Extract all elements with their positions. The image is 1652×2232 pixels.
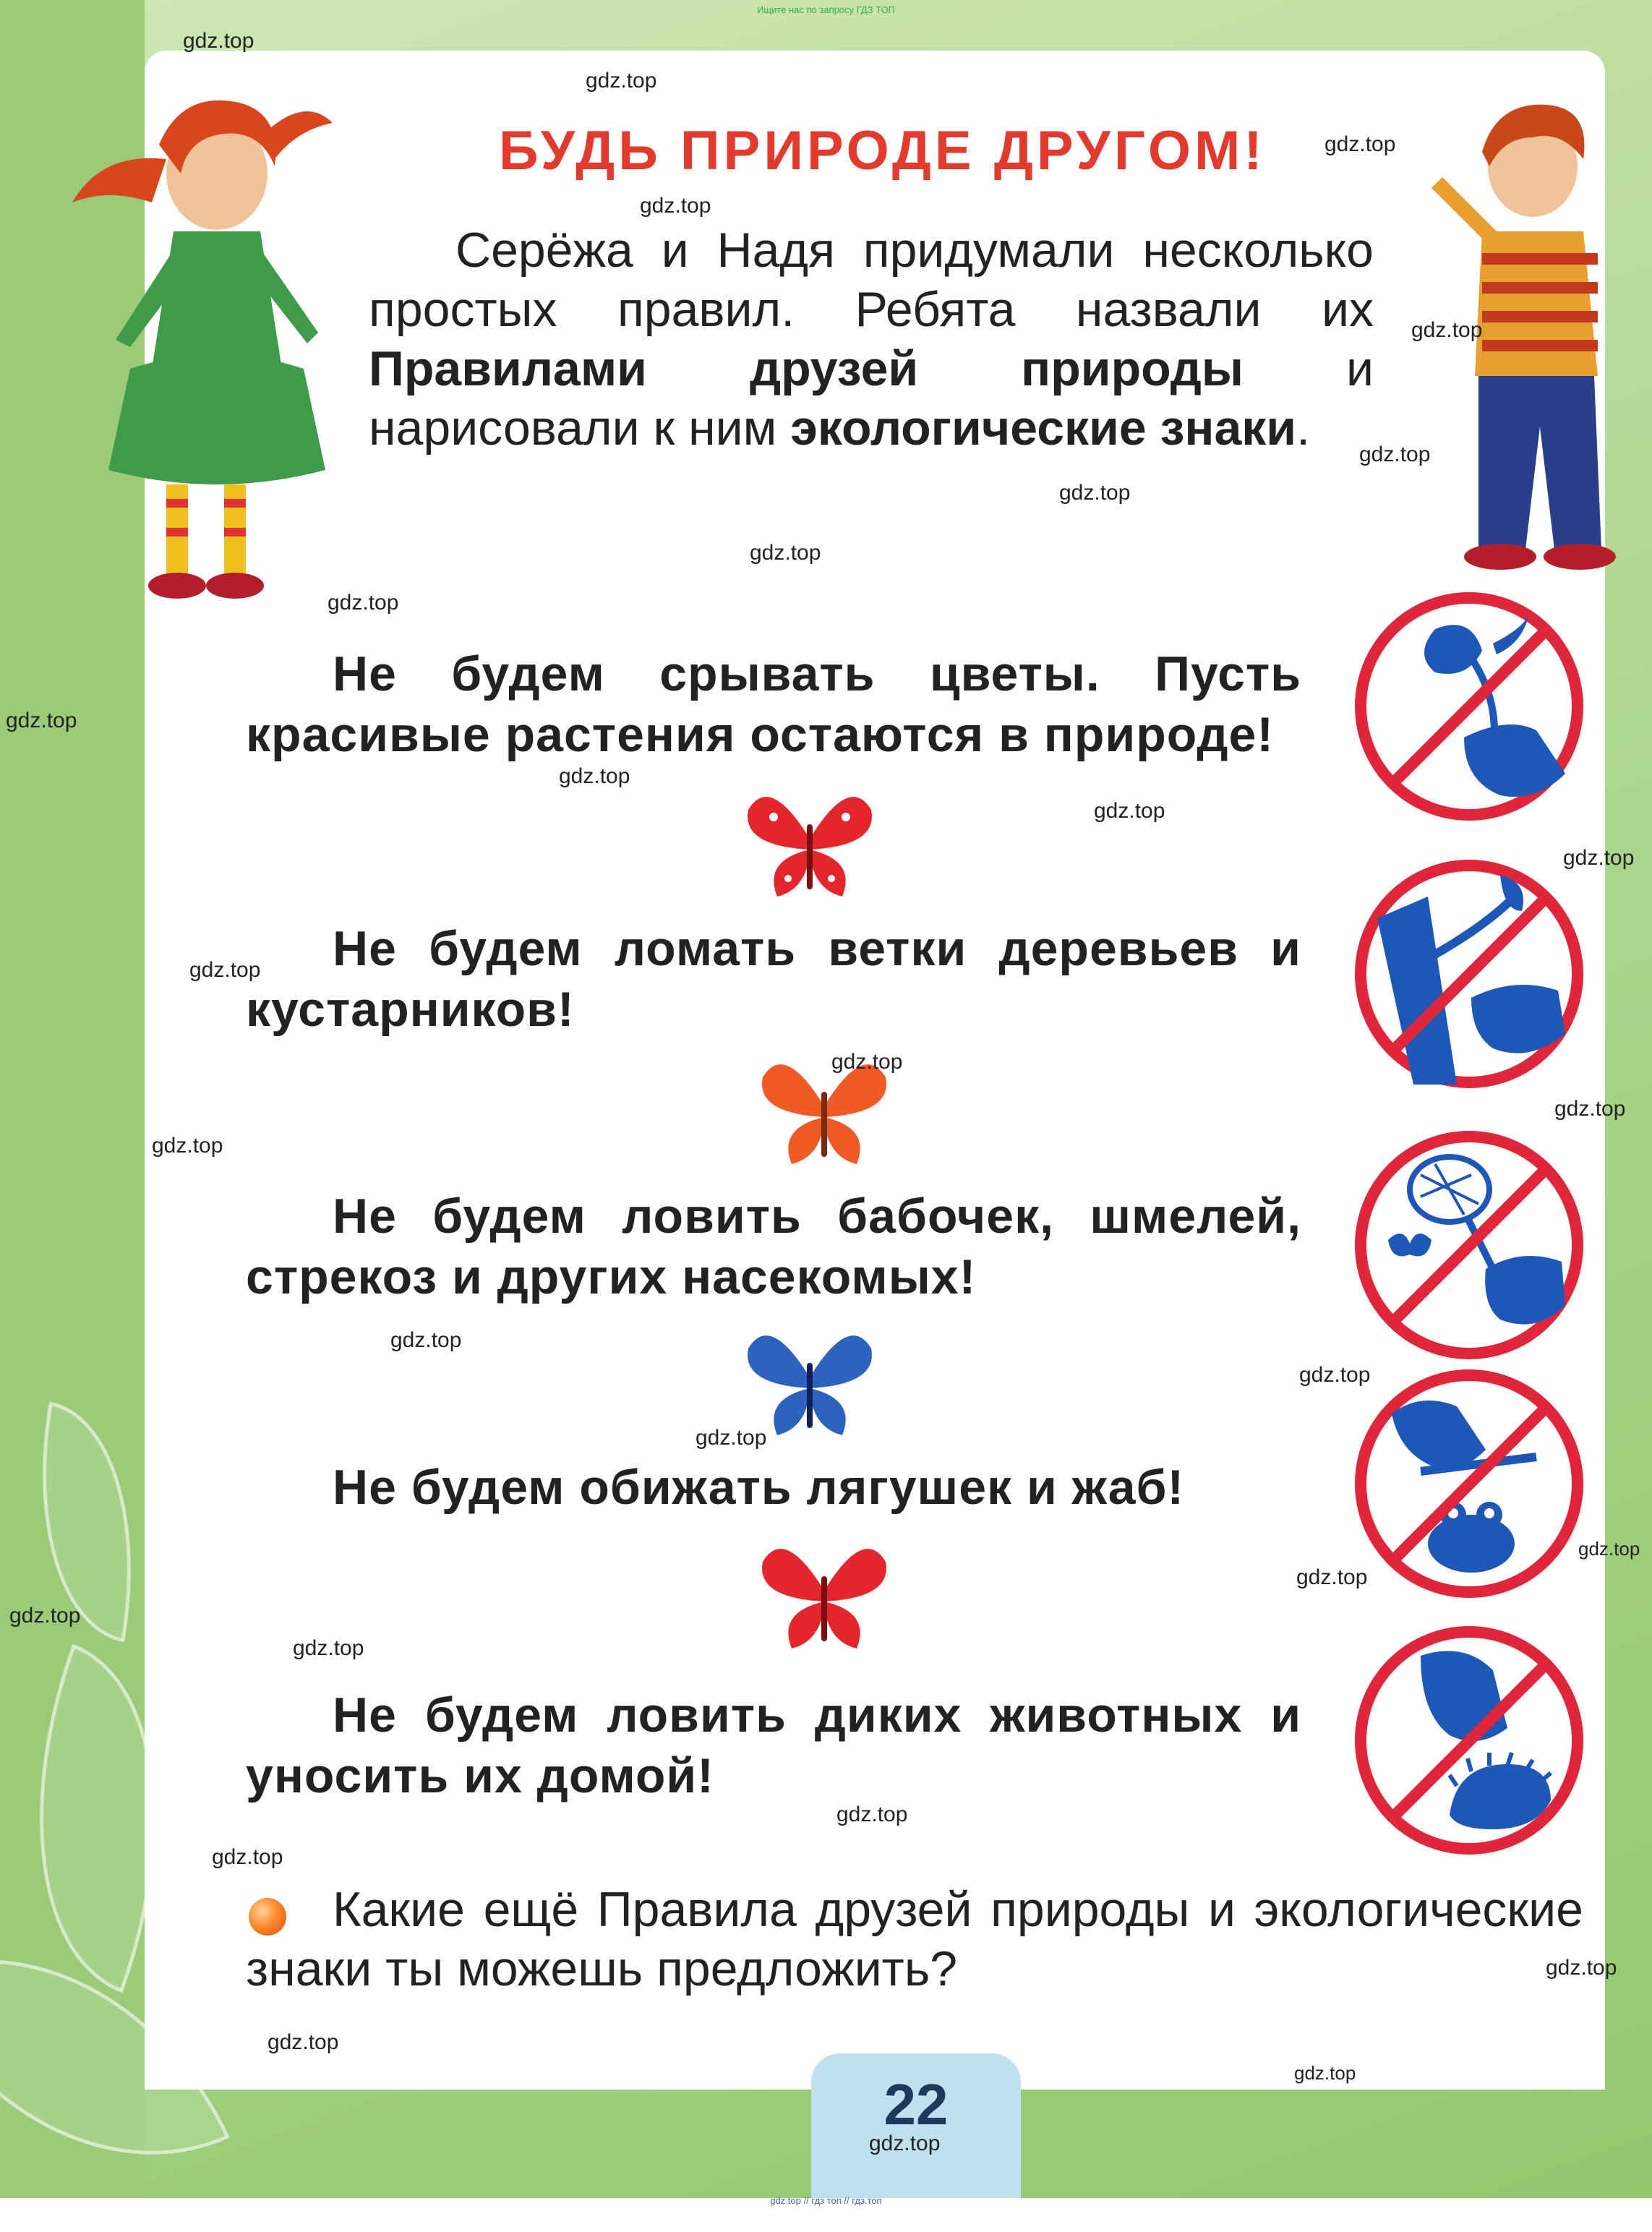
watermark-text: gdz.top bbox=[869, 2131, 941, 2155]
no-catching-wild-animals-icon bbox=[1348, 1620, 1591, 1862]
watermark-text: gdz.top bbox=[1563, 846, 1635, 870]
watermark-text: gdz.top bbox=[836, 1803, 908, 1826]
watermark-text: gdz.top bbox=[189, 958, 261, 982]
watermark-text: gdz.top bbox=[390, 1328, 462, 1352]
intro-text: Серёжа и Надя придумали несколько простых правил. Ребята назвали их bbox=[369, 223, 1374, 337]
watermark-text: gdz.top bbox=[212, 1845, 283, 1869]
bottom-watermark: gdz.top // гдз топ // гдз.топ bbox=[770, 2195, 882, 2206]
page-number: 22 bbox=[883, 2072, 949, 2137]
girl-illustration bbox=[43, 65, 354, 600]
watermark-text: gdz.top bbox=[183, 29, 254, 53]
intro-text: и нарисовали к ним bbox=[369, 341, 1374, 456]
watermark-text: gdz.top bbox=[1299, 1363, 1371, 1387]
watermark-text: gdz.top bbox=[1059, 481, 1131, 505]
intro-paragraph bbox=[369, 221, 1374, 458]
watermark-text: gdz.top bbox=[268, 2030, 339, 2054]
no-picking-flowers-icon bbox=[1348, 586, 1591, 828]
watermark-text: gdz.top bbox=[586, 69, 657, 93]
watermark-text: gdz.top bbox=[293, 1636, 364, 1660]
watermark-text: gdz.top bbox=[1411, 318, 1483, 342]
watermark-text: gdz.top bbox=[1296, 1565, 1368, 1589]
intro-bold-term: Правилами друзей природы bbox=[369, 341, 1244, 396]
watermark-text: gdz.top bbox=[750, 541, 821, 565]
watermark-text: gdz.top bbox=[1094, 799, 1165, 823]
butterfly-icon bbox=[741, 1320, 878, 1442]
watermark-text: gdz.top bbox=[6, 709, 77, 732]
watermark-text: gdz.top bbox=[1359, 442, 1431, 466]
no-catching-insects-icon bbox=[1348, 1124, 1591, 1367]
rule-text: Не будем ловить диких животных и уносить их домой! bbox=[246, 1688, 1301, 1803]
watermark-text: gdz.top bbox=[640, 194, 711, 218]
rule-text: Не будем ловить бабочек, шмелей, стрекоз и других насекомых! bbox=[246, 1189, 1301, 1304]
watermark-text: gdz.top bbox=[1554, 1097, 1626, 1121]
intro-text: . bbox=[1296, 401, 1311, 456]
watermark-text: gdz.top bbox=[9, 1604, 81, 1628]
watermark-text: gdz.top bbox=[1294, 2062, 1356, 2084]
watermark-text: gdz.top bbox=[831, 1050, 903, 1074]
page-title: БУДЬ ПРИРОДЕ ДРУГОМ! bbox=[499, 120, 1266, 181]
watermark-text: gdz.top bbox=[1324, 132, 1396, 156]
watermark-text: gdz.top bbox=[328, 591, 399, 615]
no-hurting-frogs-icon bbox=[1348, 1363, 1591, 1605]
rule-text: Не будем срывать цветы. Пусть красивые растения остаются в природе! bbox=[246, 646, 1301, 762]
watermark-text: gdz.top bbox=[1546, 1956, 1617, 1980]
rule-text: Не будем обижать лягушек и жаб! bbox=[333, 1460, 1185, 1515]
top-watermark: Ищите нас по запросу ГДЗ ТОП bbox=[757, 4, 895, 15]
watermark-text: gdz.top bbox=[696, 1426, 767, 1450]
butterfly-icon bbox=[741, 781, 878, 904]
no-breaking-branches-icon bbox=[1348, 853, 1591, 1095]
rule-text: Не будем ломать ветки деревьев и кустарников! bbox=[246, 921, 1301, 1037]
watermark-text: gdz.top bbox=[152, 1134, 223, 1158]
intro-bold-term: экологические знаки bbox=[790, 401, 1297, 456]
question-text: Какие ещё Правила друзей природы и экологические знаки ты можешь предложить? bbox=[246, 1882, 1583, 1996]
watermark-text: gdz.top bbox=[1578, 1538, 1640, 1560]
watermark-text: gdz.top bbox=[559, 764, 630, 788]
butterfly-icon bbox=[756, 1533, 893, 1656]
